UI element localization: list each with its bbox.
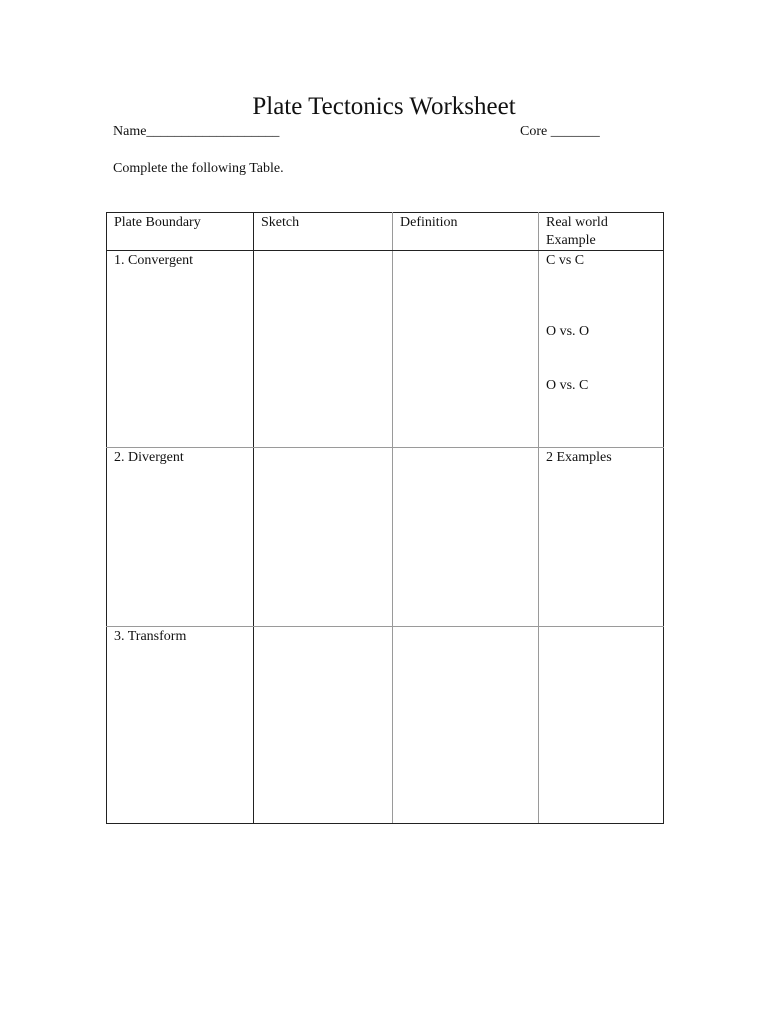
table-row-transform bbox=[107, 627, 664, 824]
header-plate-boundary: Plate Boundary bbox=[107, 213, 254, 251]
cell-definition-convergent bbox=[393, 251, 539, 448]
worksheet-title: Plate Tectonics Worksheet bbox=[252, 93, 516, 120]
header-real-world-example: Real world Example bbox=[539, 213, 664, 251]
table-header-row bbox=[107, 213, 664, 251]
cell-definition-divergent bbox=[393, 448, 539, 627]
header-definition: Definition bbox=[393, 213, 539, 251]
cell-sketch-convergent bbox=[254, 251, 393, 448]
example-o-vs-c: O vs. C bbox=[546, 378, 589, 393]
cell-definition-transform bbox=[393, 627, 539, 824]
table-row-divergent bbox=[107, 448, 664, 627]
table-row-convergent bbox=[107, 251, 664, 448]
header-sketch: Sketch bbox=[254, 213, 393, 251]
cell-example-divergent bbox=[539, 448, 664, 627]
instructions-text: Complete the following Table. bbox=[113, 161, 284, 176]
cell-boundary-transform: 3. Transform bbox=[107, 627, 254, 824]
cell-boundary-convergent: 1. Convergent bbox=[107, 251, 254, 448]
example-two-examples: 2 Examples bbox=[546, 450, 612, 465]
cell-boundary-divergent: 2. Divergent bbox=[107, 448, 254, 627]
plate-boundary-table bbox=[106, 212, 664, 824]
name-field: Name___________________ bbox=[113, 124, 280, 139]
cell-sketch-transform bbox=[254, 627, 393, 824]
example-c-vs-c: C vs C bbox=[546, 253, 585, 268]
cell-example-transform bbox=[539, 627, 664, 824]
cell-sketch-divergent bbox=[254, 448, 393, 627]
core-field: Core _______ bbox=[520, 124, 600, 139]
cell-example-convergent bbox=[539, 251, 664, 448]
example-o-vs-o: O vs. O bbox=[546, 324, 590, 339]
